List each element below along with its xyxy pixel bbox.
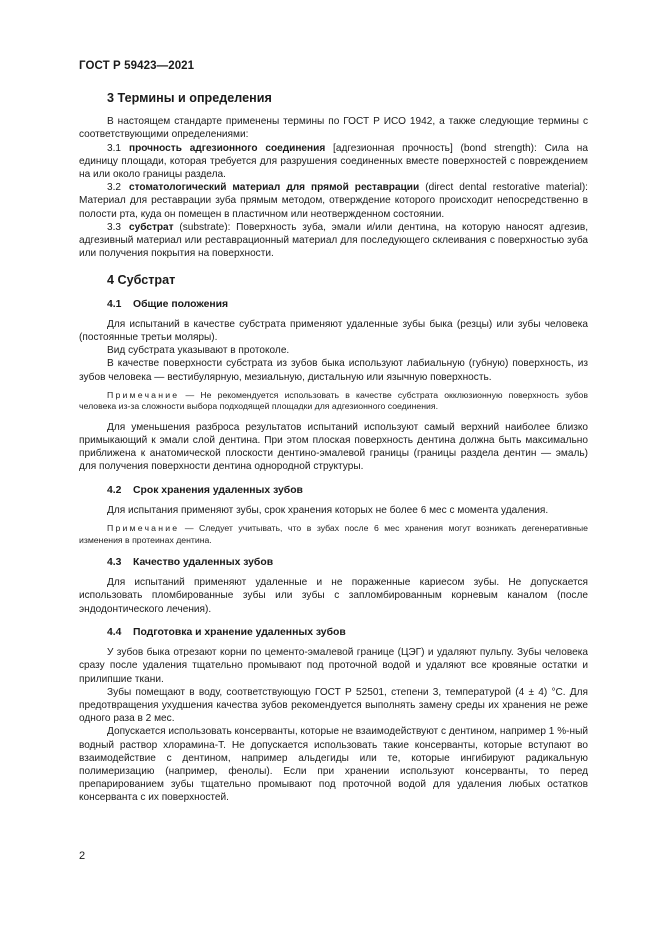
paragraph: Вид субстрата указывают в протоколе.: [107, 345, 290, 357]
section-3-intro: В настоящем стандарте применены термины по ГОСТ Р ИСО 1942, а также следующие термины с соответствующими определениями:: [79, 116, 588, 141]
subsection-name: Подготовка и хранение удаленных зубов: [133, 626, 346, 638]
paragraph: Зубы помещают в воду, соответствующую ГОСТ Р 52501, степени 3, температурой (4 ± 4) °С. Для предотвращения ухудшения качества зубов рекомендуется выполнять замену среды их хранения не реже одного раза в 2 мес.: [79, 686, 588, 725]
note: [79, 523, 588, 546]
section-4-title: 4 Субстрат: [107, 273, 176, 288]
paragraph: Для испытаний применяют удаленные и не пораженные кариесом зубы. Не допускается использовать пломбированные зубы или зубы с запломбированным корневым каналом (после эндодонтического лечения).: [79, 577, 588, 615]
subsection-number: 4.4: [107, 626, 122, 638]
term-3-1: [79, 142, 588, 182]
note-label: Примечание: [107, 389, 180, 400]
paragraph: У зубов быка отрезают корни по цементо-эмалевой границе (ЦЭГ) и удаляют пульпу. Зубы человека сразу после удаления тщательно промывают под проточной водой и удаляют все кровяные остатки и прилипшие ткани.: [79, 647, 588, 685]
subsection-number: 4.1: [107, 298, 122, 310]
subsection-name: Срок хранения удаленных зубов: [133, 484, 303, 496]
term-name: субстрат: [129, 221, 174, 233]
subsection-name: Качество удаленных зубов: [133, 557, 274, 569]
document-header: ГОСТ Р 59423—2021: [79, 60, 195, 72]
subsection-4-2-title: [107, 484, 588, 497]
paragraph: Для испытания применяют зубы, срок хранения которых не более 6 мес с момента удаления.: [107, 504, 549, 516]
subsection-name: Общие положения: [133, 298, 229, 310]
paragraph: В качестве поверхности субстрата из зубов быка используют лабиальную (губную) поверхность, из зубов человека — вестибулярную, мезиальную, дистальную или язычную поверхность.: [79, 358, 588, 383]
subsection-number: 4.3: [107, 557, 122, 569]
term-number: 3.2: [107, 182, 122, 194]
section-3-title: 3 Термины и определения: [107, 91, 272, 105]
term-number: 3.3: [107, 221, 122, 233]
term-number: 3.1: [107, 142, 122, 154]
subsection-4-3-title: [107, 556, 588, 569]
paragraph: Допускается использовать консерванты, которые не взаимодействуют с дентином, например 1 %-ный водный раствор хлорамина-Т. Не допускается использовать такие консерванты, которые вступают во взаимодействие с дентином, например альдегиды или те, которые ингибируют радикальную полимеризацию (например, фенолы). Если при хранении используют консерванты, то перед препарированием зубы тщательно промывают под проточной водой для удаления любых остатков консерванта с их поверхностей.: [79, 726, 589, 804]
subsection-number: 4.2: [107, 484, 122, 496]
note-label: Примечание: [107, 523, 180, 534]
note-text: — Не рекомендуется использовать в качестве субстрата окклюзионную поверхность зубов человека из-за сложности выбора подходящей площадки для адгезионного соединения.: [79, 389, 588, 412]
note: [79, 390, 588, 413]
term-definition: [адгезионная прочность] (bond strength): Сила на единицу площади, которая требуется для разрушения соединенных вместе поверхностей с повреждением на или около границы раздела.: [79, 142, 588, 181]
term-3-3: [79, 221, 588, 261]
paragraph: Для уменьшения разброса результатов испытаний используют самый верхний наиболее близко примыкающий к эмали слой дентина. При этом плоская поверхность дентина должна быть максимально приближена к анатомической плоскости дентино-эмалевой границы (границы раздела дентин — эмаль) для получения поверхности дентина однородной структуры.: [79, 421, 588, 473]
term-definition: (direct dental restorative material): Материал для реставрации зуба прямым методом, отверждение которого происходит непосредственно в полости рта, куда он помещен в пластичном или неотвержденном состоянии.: [79, 182, 588, 220]
note-text: — Следует учитывать, что в зубах после 6 мес хранения могут возникать дегенеративные изменения в протеинах дентина.: [79, 523, 588, 545]
page-number: 2: [79, 850, 86, 862]
term-3-2: [79, 181, 588, 221]
term-name: прочность адгезионного соединения: [129, 142, 326, 154]
paragraph: Для испытаний в качестве субстрата применяют удаленные зубы быка (резцы) или зубы человека (постоянные третьи моляры).: [79, 318, 588, 344]
term-name: стоматологический материал для прямой реставрации: [129, 182, 420, 194]
term-definition: (substrate): Поверхность зуба, эмали и/или дентина, на которую наносят адгезив, адгезивный материал или реставрационный материал для последующего склеивания с поверхностью зуба или получения покрытия на поверхности.: [79, 221, 588, 260]
subsection-4-4-title: [107, 626, 588, 639]
document-body: [79, 92, 588, 805]
subsection-4-1-title: [107, 298, 588, 311]
